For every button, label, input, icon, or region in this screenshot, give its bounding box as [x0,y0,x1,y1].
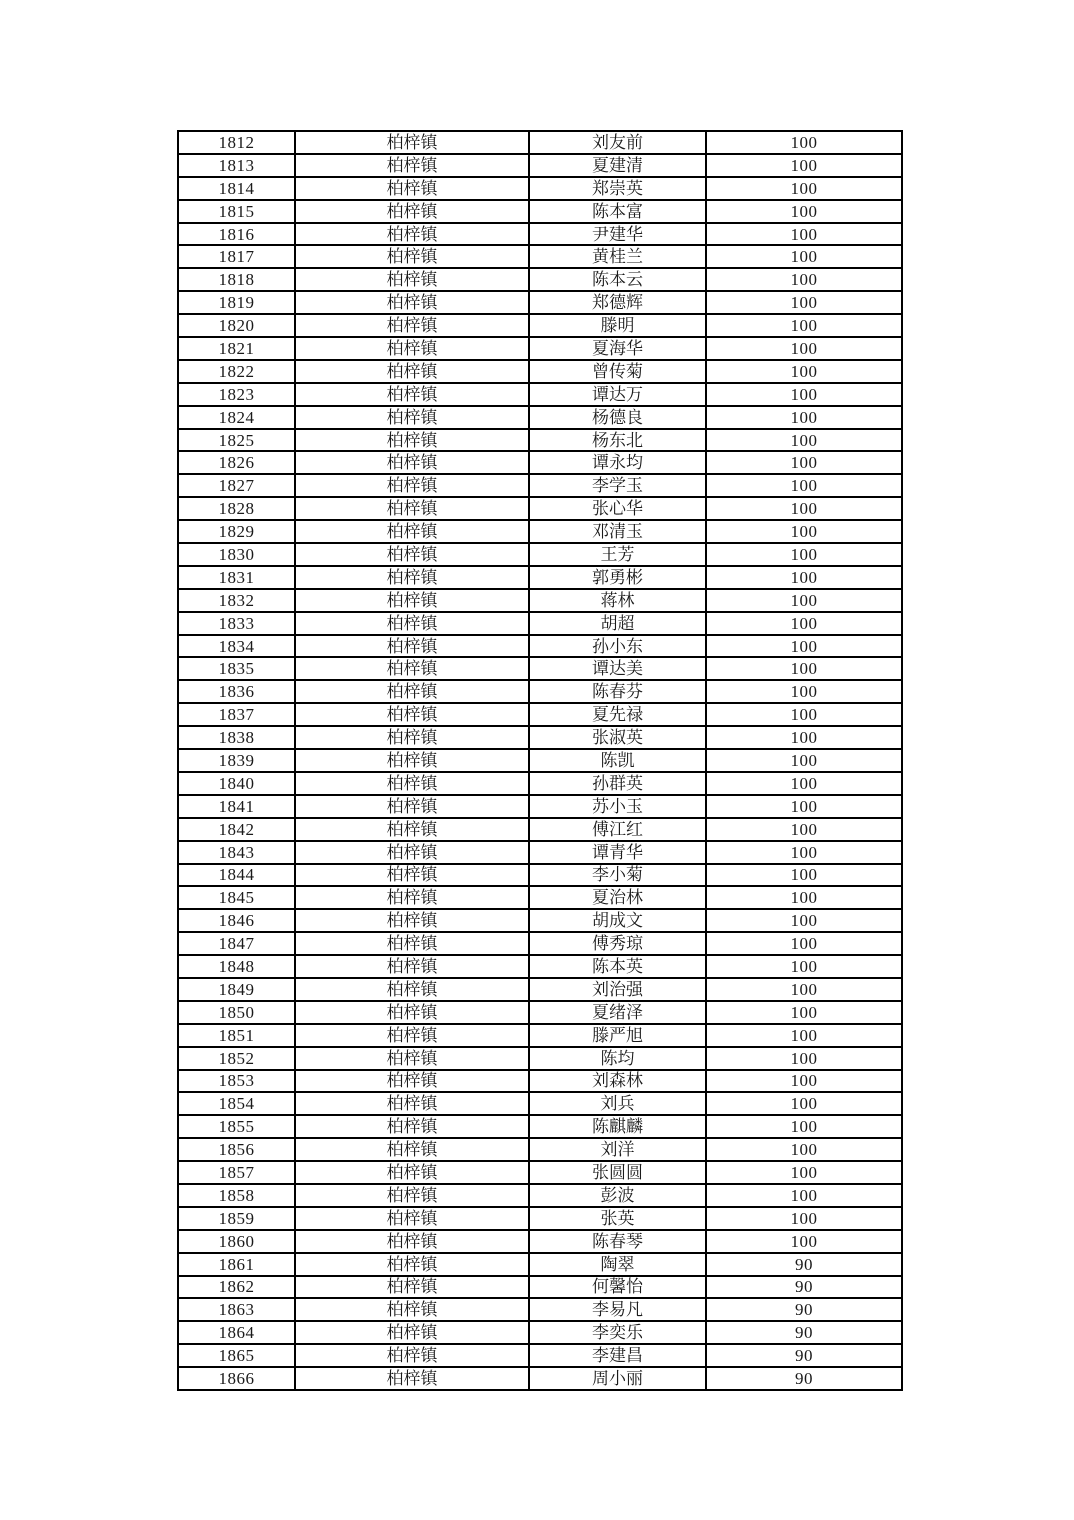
row-number-cell: 1863 [178,1298,295,1321]
table-row [178,543,902,566]
amount-cell: 100 [706,955,902,978]
table-row [178,566,902,589]
person-name-cell: 王芳 [529,543,706,566]
row-number-cell: 1836 [178,680,295,703]
row-number-cell: 1833 [178,612,295,635]
amount-cell: 100 [706,909,902,932]
row-number-cell: 1814 [178,177,295,200]
amount-cell: 100 [706,268,902,291]
amount-cell: 100 [706,566,902,589]
table-row [178,1367,902,1390]
row-number-cell: 1848 [178,955,295,978]
town-cell: 柏梓镇 [295,154,529,177]
table-row [178,1276,902,1299]
town-cell: 柏梓镇 [295,772,529,795]
amount-cell: 100 [706,1184,902,1207]
row-number-cell: 1823 [178,383,295,406]
amount-cell: 100 [706,886,902,909]
table-row [178,314,902,337]
table-row [178,1321,902,1344]
table-row [178,520,902,543]
amount-cell: 90 [706,1344,902,1367]
amount-cell: 100 [706,314,902,337]
person-name-cell: 刘治强 [529,978,706,1001]
amount-cell: 100 [706,131,902,154]
amount-cell: 100 [706,1047,902,1070]
amount-cell: 100 [706,864,902,887]
town-cell: 柏梓镇 [295,451,529,474]
town-cell: 柏梓镇 [295,1024,529,1047]
amount-cell: 100 [706,360,902,383]
person-name-cell: 陶翠 [529,1253,706,1276]
row-number-cell: 1831 [178,566,295,589]
row-number-cell: 1834 [178,635,295,658]
table-row [178,131,902,154]
town-cell: 柏梓镇 [295,955,529,978]
person-name-cell: 陈本富 [529,200,706,223]
town-cell: 柏梓镇 [295,1001,529,1024]
row-number-cell: 1822 [178,360,295,383]
row-number-cell: 1838 [178,726,295,749]
table-row [178,909,902,932]
person-name-cell: 夏治林 [529,886,706,909]
amount-cell: 90 [706,1321,902,1344]
amount-cell: 100 [706,932,902,955]
table-row [178,360,902,383]
person-name-cell: 刘友前 [529,131,706,154]
town-cell: 柏梓镇 [295,383,529,406]
amount-cell: 100 [706,1161,902,1184]
row-number-cell: 1865 [178,1344,295,1367]
row-number-cell: 1815 [178,200,295,223]
table-row [178,955,902,978]
town-cell: 柏梓镇 [295,978,529,1001]
town-cell: 柏梓镇 [295,497,529,520]
person-name-cell: 张圆圆 [529,1161,706,1184]
amount-cell: 100 [706,223,902,246]
amount-cell: 100 [706,680,902,703]
person-name-cell: 张心华 [529,497,706,520]
amount-cell: 100 [706,795,902,818]
row-number-cell: 1857 [178,1161,295,1184]
person-name-cell: 陈春琴 [529,1230,706,1253]
person-name-cell: 夏先禄 [529,703,706,726]
row-number-cell: 1820 [178,314,295,337]
table-row [178,383,902,406]
amount-cell: 100 [706,543,902,566]
town-cell: 柏梓镇 [295,1367,529,1390]
amount-cell: 100 [706,337,902,360]
row-number-cell: 1832 [178,589,295,612]
person-name-cell: 杨德良 [529,406,706,429]
row-number-cell: 1866 [178,1367,295,1390]
table-row [178,1161,902,1184]
amount-cell: 100 [706,612,902,635]
row-number-cell: 1840 [178,772,295,795]
row-number-cell: 1855 [178,1115,295,1138]
table-row [178,1138,902,1161]
town-cell: 柏梓镇 [295,268,529,291]
person-name-cell: 夏绪泽 [529,1001,706,1024]
town-cell: 柏梓镇 [295,245,529,268]
table-row [178,703,902,726]
town-cell: 柏梓镇 [295,726,529,749]
row-number-cell: 1849 [178,978,295,1001]
town-cell: 柏梓镇 [295,1092,529,1115]
table-row [178,200,902,223]
row-number-cell: 1850 [178,1001,295,1024]
town-cell: 柏梓镇 [295,1161,529,1184]
town-cell: 柏梓镇 [295,1276,529,1299]
town-cell: 柏梓镇 [295,566,529,589]
person-name-cell: 张淑英 [529,726,706,749]
row-number-cell: 1837 [178,703,295,726]
person-name-cell: 周小丽 [529,1367,706,1390]
person-name-cell: 傅秀琼 [529,932,706,955]
row-number-cell: 1862 [178,1276,295,1299]
town-cell: 柏梓镇 [295,1184,529,1207]
amount-cell: 100 [706,1024,902,1047]
amount-cell: 100 [706,520,902,543]
table-row [178,612,902,635]
amount-cell: 100 [706,635,902,658]
amount-cell: 100 [706,1092,902,1115]
person-name-cell: 苏小玉 [529,795,706,818]
amount-cell: 100 [706,1230,902,1253]
person-name-cell: 郑德辉 [529,291,706,314]
row-number-cell: 1818 [178,268,295,291]
row-number-cell: 1856 [178,1138,295,1161]
person-name-cell: 李学玉 [529,474,706,497]
town-cell: 柏梓镇 [295,1070,529,1093]
row-number-cell: 1824 [178,406,295,429]
amount-cell: 100 [706,1070,902,1093]
town-cell: 柏梓镇 [295,795,529,818]
row-number-cell: 1859 [178,1207,295,1230]
town-cell: 柏梓镇 [295,291,529,314]
table-row [178,1207,902,1230]
row-number-cell: 1828 [178,497,295,520]
row-number-cell: 1829 [178,520,295,543]
town-cell: 柏梓镇 [295,1298,529,1321]
row-number-cell: 1816 [178,223,295,246]
row-number-cell: 1817 [178,245,295,268]
row-number-cell: 1827 [178,474,295,497]
person-name-cell: 陈春芬 [529,680,706,703]
amount-cell: 100 [706,383,902,406]
person-name-cell: 刘森林 [529,1070,706,1093]
town-cell: 柏梓镇 [295,612,529,635]
table-row [178,680,902,703]
amount-cell: 100 [706,1207,902,1230]
town-cell: 柏梓镇 [295,223,529,246]
table-row [178,635,902,658]
table-row [178,337,902,360]
row-number-cell: 1858 [178,1184,295,1207]
town-cell: 柏梓镇 [295,1321,529,1344]
row-number-cell: 1835 [178,657,295,680]
table-row [178,818,902,841]
town-cell: 柏梓镇 [295,703,529,726]
table-row [178,1298,902,1321]
person-name-cell: 孙群英 [529,772,706,795]
table-row [178,886,902,909]
row-number-cell: 1841 [178,795,295,818]
town-cell: 柏梓镇 [295,1230,529,1253]
amount-cell: 100 [706,177,902,200]
row-number-cell: 1845 [178,886,295,909]
amount-cell: 100 [706,703,902,726]
person-name-cell: 夏海华 [529,337,706,360]
table-row [178,932,902,955]
person-name-cell: 彭波 [529,1184,706,1207]
amount-cell: 100 [706,1115,902,1138]
table-row [178,795,902,818]
row-number-cell: 1825 [178,429,295,452]
table-row [178,154,902,177]
table-row [178,978,902,1001]
table-row [178,497,902,520]
table-row [178,1092,902,1115]
person-name-cell: 张英 [529,1207,706,1230]
town-cell: 柏梓镇 [295,200,529,223]
amount-cell: 100 [706,589,902,612]
table-row [178,1001,902,1024]
row-number-cell: 1826 [178,451,295,474]
person-name-cell: 蒋林 [529,589,706,612]
town-cell: 柏梓镇 [295,749,529,772]
town-cell: 柏梓镇 [295,429,529,452]
person-name-cell: 郑崇英 [529,177,706,200]
town-cell: 柏梓镇 [295,474,529,497]
amount-cell: 100 [706,474,902,497]
town-cell: 柏梓镇 [295,841,529,864]
table-row [178,657,902,680]
row-number-cell: 1854 [178,1092,295,1115]
person-name-cell: 胡超 [529,612,706,635]
amount-cell: 100 [706,1001,902,1024]
amount-cell: 100 [706,749,902,772]
row-number-cell: 1844 [178,864,295,887]
table-row [178,406,902,429]
row-number-cell: 1846 [178,909,295,932]
row-number-cell: 1847 [178,932,295,955]
person-name-cell: 谭达万 [529,383,706,406]
person-name-cell: 谭青华 [529,841,706,864]
row-number-cell: 1843 [178,841,295,864]
town-cell: 柏梓镇 [295,543,529,566]
table-row [178,177,902,200]
amount-cell: 100 [706,406,902,429]
town-cell: 柏梓镇 [295,589,529,612]
table-row [178,451,902,474]
table-row [178,864,902,887]
person-name-cell: 李易凡 [529,1298,706,1321]
amount-cell: 100 [706,154,902,177]
person-name-cell: 陈麒麟 [529,1115,706,1138]
person-name-cell: 刘兵 [529,1092,706,1115]
table-row [178,474,902,497]
town-cell: 柏梓镇 [295,635,529,658]
town-cell: 柏梓镇 [295,131,529,154]
row-number-cell: 1852 [178,1047,295,1070]
town-cell: 柏梓镇 [295,657,529,680]
table-row [178,841,902,864]
table-row [178,726,902,749]
amount-cell: 100 [706,429,902,452]
town-cell: 柏梓镇 [295,314,529,337]
table-row [178,245,902,268]
row-number-cell: 1839 [178,749,295,772]
row-number-cell: 1821 [178,337,295,360]
amount-cell: 100 [706,497,902,520]
person-name-cell: 滕严旭 [529,1024,706,1047]
person-name-cell: 李小菊 [529,864,706,887]
amount-cell: 100 [706,726,902,749]
person-name-cell: 陈均 [529,1047,706,1070]
table-row [178,1344,902,1367]
table-row [178,1253,902,1276]
amount-cell: 100 [706,841,902,864]
person-name-cell: 郭勇彬 [529,566,706,589]
town-cell: 柏梓镇 [295,932,529,955]
person-name-cell: 刘洋 [529,1138,706,1161]
roster-table [177,130,903,1391]
table-row [178,1230,902,1253]
roster-table-body [178,131,902,1390]
person-name-cell: 邓清玉 [529,520,706,543]
town-cell: 柏梓镇 [295,864,529,887]
table-row [178,772,902,795]
town-cell: 柏梓镇 [295,520,529,543]
table-row [178,1184,902,1207]
person-name-cell: 李奕乐 [529,1321,706,1344]
table-row [178,268,902,291]
row-number-cell: 1819 [178,291,295,314]
town-cell: 柏梓镇 [295,406,529,429]
amount-cell: 90 [706,1367,902,1390]
amount-cell: 100 [706,245,902,268]
person-name-cell: 陈凯 [529,749,706,772]
amount-cell: 100 [706,1138,902,1161]
person-name-cell: 何馨怡 [529,1276,706,1299]
town-cell: 柏梓镇 [295,1047,529,1070]
row-number-cell: 1842 [178,818,295,841]
amount-cell: 100 [706,772,902,795]
row-number-cell: 1830 [178,543,295,566]
table-row [178,589,902,612]
person-name-cell: 胡成文 [529,909,706,932]
town-cell: 柏梓镇 [295,909,529,932]
person-name-cell: 孙小东 [529,635,706,658]
amount-cell: 90 [706,1276,902,1299]
amount-cell: 90 [706,1298,902,1321]
person-name-cell: 夏建清 [529,154,706,177]
town-cell: 柏梓镇 [295,1344,529,1367]
town-cell: 柏梓镇 [295,1207,529,1230]
town-cell: 柏梓镇 [295,680,529,703]
row-number-cell: 1864 [178,1321,295,1344]
amount-cell: 100 [706,818,902,841]
person-name-cell: 李建昌 [529,1344,706,1367]
person-name-cell: 谭永均 [529,451,706,474]
row-number-cell: 1812 [178,131,295,154]
person-name-cell: 滕明 [529,314,706,337]
town-cell: 柏梓镇 [295,360,529,383]
table-row [178,223,902,246]
row-number-cell: 1853 [178,1070,295,1093]
table-row [178,1024,902,1047]
table-row [178,429,902,452]
town-cell: 柏梓镇 [295,177,529,200]
town-cell: 柏梓镇 [295,886,529,909]
row-number-cell: 1851 [178,1024,295,1047]
amount-cell: 100 [706,978,902,1001]
table-row [178,1070,902,1093]
person-name-cell: 黄桂兰 [529,245,706,268]
town-cell: 柏梓镇 [295,337,529,360]
person-name-cell: 傅江红 [529,818,706,841]
town-cell: 柏梓镇 [295,1138,529,1161]
person-name-cell: 陈本云 [529,268,706,291]
row-number-cell: 1861 [178,1253,295,1276]
amount-cell: 100 [706,291,902,314]
table-row [178,1115,902,1138]
person-name-cell: 杨东北 [529,429,706,452]
town-cell: 柏梓镇 [295,1115,529,1138]
table-row [178,291,902,314]
amount-cell: 90 [706,1253,902,1276]
person-name-cell: 曾传菊 [529,360,706,383]
amount-cell: 100 [706,657,902,680]
amount-cell: 100 [706,451,902,474]
row-number-cell: 1860 [178,1230,295,1253]
row-number-cell: 1813 [178,154,295,177]
amount-cell: 100 [706,200,902,223]
town-cell: 柏梓镇 [295,1253,529,1276]
table-row [178,1047,902,1070]
table-row [178,749,902,772]
person-name-cell: 陈本英 [529,955,706,978]
person-name-cell: 尹建华 [529,223,706,246]
person-name-cell: 谭达美 [529,657,706,680]
town-cell: 柏梓镇 [295,818,529,841]
